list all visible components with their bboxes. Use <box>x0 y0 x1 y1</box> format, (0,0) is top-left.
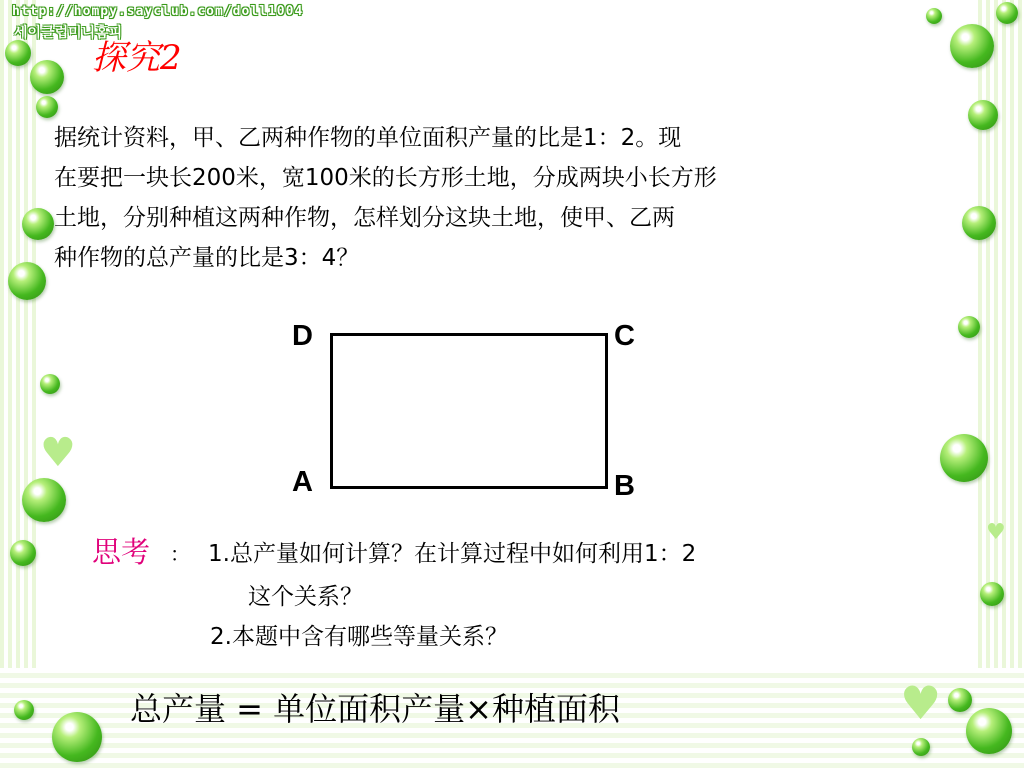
corner-label-a: A <box>292 466 313 498</box>
green-ball-decoration <box>14 700 34 720</box>
green-ball-decoration <box>958 316 980 338</box>
problem-line: 在要把一块长200米，宽100米的长方形土地，分成两块小长方形 <box>54 165 717 191</box>
green-ball-decoration <box>30 60 64 94</box>
left-decor-stripe <box>0 0 40 768</box>
url-banner: http://hompy.sayclub.com/doll1004 <box>12 4 304 19</box>
thinking-label: 思考 <box>92 535 151 569</box>
green-ball-decoration <box>5 40 31 66</box>
green-ball-decoration <box>40 374 60 394</box>
green-ball-decoration <box>22 478 66 522</box>
question-1-line-2: 这个关系？ <box>248 584 363 610</box>
slide-title: 探究2 <box>92 38 182 78</box>
green-ball-decoration <box>996 2 1018 24</box>
green-ball-decoration <box>8 262 46 300</box>
green-ball-decoration <box>22 208 54 240</box>
corner-label-b: B <box>614 470 635 502</box>
heart-decoration-icon: ♥ <box>986 520 1006 545</box>
heart-decoration-icon: ♥ <box>40 430 76 476</box>
corner-label-c: C <box>614 320 635 352</box>
green-ball-decoration <box>940 434 988 482</box>
green-ball-decoration <box>52 712 102 762</box>
problem-line: 种作物的总产量的比是3：4？ <box>54 245 360 271</box>
formula: 总产量 = 单位面积产量×种植面积 <box>130 690 620 728</box>
green-ball-decoration <box>966 708 1012 754</box>
green-ball-decoration <box>912 738 930 756</box>
green-ball-decoration <box>980 582 1004 606</box>
problem-line: 据统计资料，甲、乙两种作物的单位面积产量的比是1：2。现 <box>54 125 682 151</box>
heart-decoration-icon: ♥ <box>900 676 942 730</box>
corner-label-d: D <box>292 320 313 352</box>
question-1-line-1: 1.总产量如何计算？在计算过程中如何利用1：2 <box>208 541 697 567</box>
question-2: 2.本题中含有哪些等量关系？ <box>210 624 508 650</box>
thinking-colon: ： <box>170 542 190 566</box>
problem-statement <box>54 118 1024 278</box>
green-ball-decoration <box>36 96 58 118</box>
url-banner-subtitle: 세이클럽미니홈피 <box>14 25 123 41</box>
green-ball-decoration <box>950 24 994 68</box>
green-ball-decoration <box>948 688 972 712</box>
problem-line: 土地，分别种植这两种作物，怎样划分这块土地，使甲、乙两 <box>54 205 675 231</box>
rectangle-figure <box>330 333 608 489</box>
green-ball-decoration <box>10 540 36 566</box>
green-ball-decoration <box>926 8 942 24</box>
